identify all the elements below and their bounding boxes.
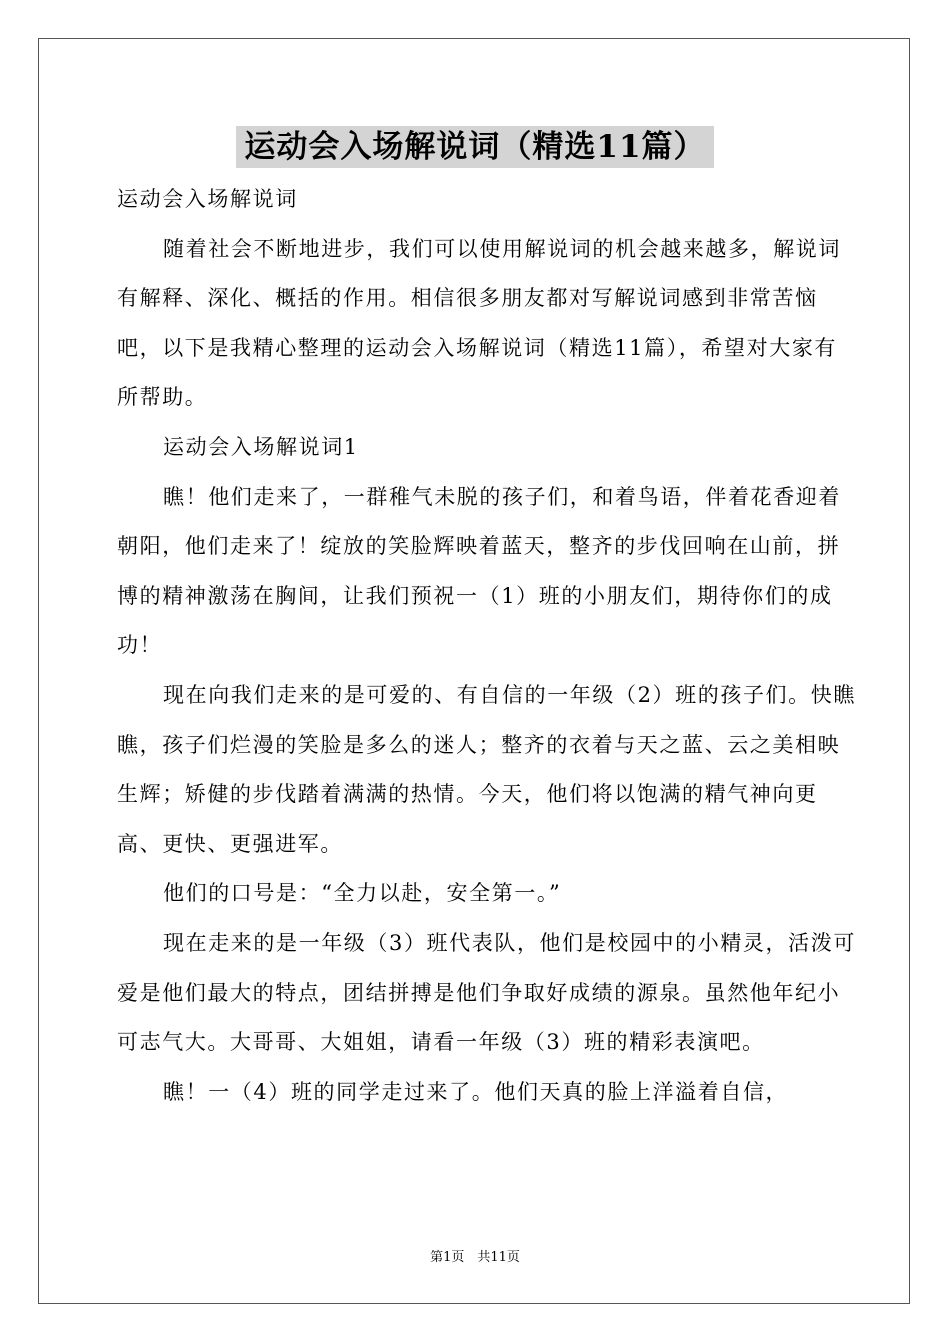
paragraph-class-4: 瞧！一（4）班的同学走过来了。他们天真的脸上洋溢着自信， xyxy=(163,1079,789,1104)
document-title: 运动会入场解说词（精选11篇） xyxy=(236,126,713,168)
paragraph-slogan: 他们的口号是：“全力以赴，安全第一。” xyxy=(163,881,562,906)
document-body xyxy=(117,175,857,1117)
paragraph-class-2: 现在向我们走来的是可爱的、有自信的一年级（2）班的孩子们。快瞧瞧，孩子们烂漫的笑脸是多么的迷人；整齐的衣着与天之蓝、云之美相映生辉；矫健的步伐踏着满满的热情。今天，他们将以饱满的精气神向更高、更快、更强进军。 xyxy=(117,682,856,856)
document-subtitle: 运动会入场解说词 xyxy=(117,187,298,211)
paragraph-class-3: 现在走来的是一年级（3）班代表队，他们是校园中的小精灵，活泼可爱是他们最大的特点，团结拼搏是他们争取好成绩的源泉。虽然他年纪小可志气大。大哥哥、大姐姐，请看一年级（3）班的精彩表演吧。 xyxy=(117,930,856,1055)
paragraph-intro: 随着社会不断地进步，我们可以使用解说词的机会越来越多，解说词有解释、深化、概括的作用。相信很多朋友都对写解说词感到非常苦恼吧，以下是我精心整理的运动会入场解说词（精选11篇），希望对大家有所帮助。 xyxy=(117,236,841,410)
page-number-footer: 第1页 共11页 xyxy=(430,1250,520,1265)
section-heading-1: 运动会入场解说词1 xyxy=(163,434,359,459)
paragraph-class-1: 瞧！他们走来了，一群稚气未脱的孩子们，和着鸟语，伴着花香迎着朝阳，他们走来了！绽放的笑脸辉映着蓝天，整齐的步伐回响在山前，拼博的精神激荡在胸间，让我们预祝一（1）班的小朋友们，期待你们的成功！ xyxy=(117,484,841,658)
title-container xyxy=(0,126,950,168)
